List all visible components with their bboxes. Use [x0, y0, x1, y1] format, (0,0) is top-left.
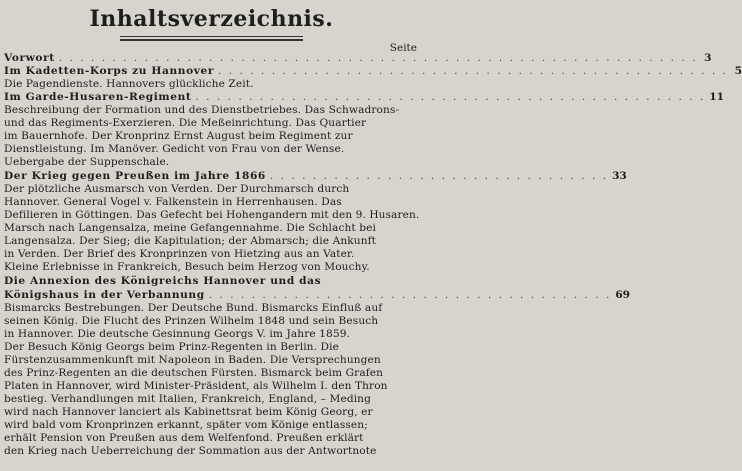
toc-description-line: Dienstleistung. Im Manöver. Gedicht von Frau von der Wense. [4, 143, 345, 155]
toc-description-line: des Prinz-Regenten an die deutschen Fürsten. Bismarck beim Grafen [4, 367, 384, 379]
toc-description-line: Fürstenzusammenkunft mit Napoleon in Baden. Die Versprechungen [4, 354, 381, 366]
toc-page-number: 5 [734, 65, 742, 77]
toc-page-number: 3 [704, 52, 712, 64]
toc-heading-label: Die Annexion des Königreichs Hannover und das [4, 275, 322, 287]
toc-entry-heading [4, 91, 725, 103]
toc-heading-label: Im Kadetten-Korps zu Hannover [4, 65, 215, 77]
leader-dots: . . . . . . . . . . . . . . . . . . . . . . . . . . . . . . . . [269, 170, 609, 182]
page-title: Inhaltsverzeichnis. [89, 6, 334, 32]
toc-entry-heading [4, 275, 417, 287]
toc-description-line: wird bald vom Kronprinzen erkannt, später vom Könige entlassen; [4, 419, 368, 431]
toc-description-line: Kleine Erlebnisse in Frankreich, Besuch beim Herzog von Mouchy. [4, 261, 370, 273]
toc-page-number: 69 [615, 289, 631, 301]
leader-dots: . . . . . . . . . . . . . . . . . . . . . . . . . . . . . . . . . . . . . . . . . . . . . . . . [218, 65, 728, 77]
toc-entry-heading [4, 170, 627, 182]
title-rule-thin [120, 36, 303, 37]
page-column-label: Seite [389, 42, 417, 54]
toc-description-line: Defilieren in Göttingen. Das Gefecht bei Hohengandern mit den 9. Husaren. [4, 209, 420, 221]
toc-description-line: bestieg. Verhandlungen mit Italien, Frankreich, England, – Meding [4, 393, 371, 405]
toc-entry-heading [4, 289, 631, 301]
toc-description-line: in Hannover. Die deutsche Gesinnung Georgs V. im Jahre 1859. [4, 328, 351, 340]
toc-description-line: Der plötzliche Ausmarsch von Verden. Der Durchmarsch durch [4, 183, 350, 195]
toc-description-line: wird nach Hannover lanciert als Kabinettsrat beim König Georg, er [4, 406, 373, 418]
toc-entry-heading [4, 65, 742, 77]
toc-description-line: Platen in Hannover, wird Minister-Präsident, als Wilhelm I. den Thron [4, 380, 388, 392]
toc-heading-label: Vorwort [4, 52, 55, 64]
toc-description-line: Bismarcks Bestrebungen. Der Deutsche Bund. Bismarcks Einfluß auf [4, 302, 383, 314]
toc-description-line: Der Besuch König Georgs beim Prinz-Regenten in Berlin. Die [4, 341, 339, 353]
toc-description-line: Die Pagendienste. Hannovers glückliche Zeit. [4, 78, 254, 90]
toc-page-number: 11 [709, 91, 725, 103]
toc-heading-label: Der Krieg gegen Preußen im Jahre 1866 [4, 170, 266, 182]
toc-description-line: seinen König. Die Flucht des Prinzen Wilhelm 1848 und sein Besuch [4, 315, 379, 327]
toc-page-number: 33 [612, 170, 627, 182]
toc-description-line: und das Regiments-Exerzieren. Die Meßeinrichtung. Das Quartier [4, 117, 367, 129]
toc-description-line: Uebergabe der Suppenschale. [4, 156, 170, 168]
toc-description-line: den Krieg nach Ueberreichung der Sommation aus der Antwortnote [4, 445, 377, 457]
toc-entry-heading [4, 52, 712, 64]
leader-dots: . . . . . . . . . . . . . . . . . . . . . . . . . . . . . . . . . . . . . . . . . . . . . . . . . . . . . . . . . . . . [58, 52, 698, 64]
toc-description-line: erhält Pension von Preußen aus dem Welfenfond. Preußen erklärt [4, 432, 364, 444]
toc-description-line: Hannover. General Vogel v. Falkenstein in Herrenhausen. Das [4, 196, 342, 208]
leader-dots: . . . . . . . . . . . . . . . . . . . . . . . . . . . . . . . . . . . . . . [208, 289, 612, 301]
toc-heading-label: Im Garde-Husaren-Regiment [4, 91, 192, 103]
toc-description-line: Beschreibung der Formation und des Dienstbetriebes. Das Schwadrons- [4, 104, 400, 116]
leader-dots: . . . . . . . . . . . . . . . . . . . . . . . . . . . . . . . . . . . . . . . . . . . . . . . . [195, 91, 706, 103]
toc-description-line: in Verden. Der Brief des Kronprinzen von Hietzing aus an Vater. [4, 248, 355, 260]
toc-description-line: im Bauernhofe. Der Kronprinz Ernst August beim Regiment zur [4, 130, 353, 142]
toc-description-line: Langensalza. Der Sieg; die Kapitulation; der Abmarsch; die Ankunft [4, 235, 377, 247]
title-rule-thick [120, 39, 303, 41]
toc-heading-label: Königshaus in der Verbannung [4, 289, 205, 301]
toc-description-line: Marsch nach Langensalza, meine Gefangennahme. Die Schlacht bei [4, 222, 376, 234]
